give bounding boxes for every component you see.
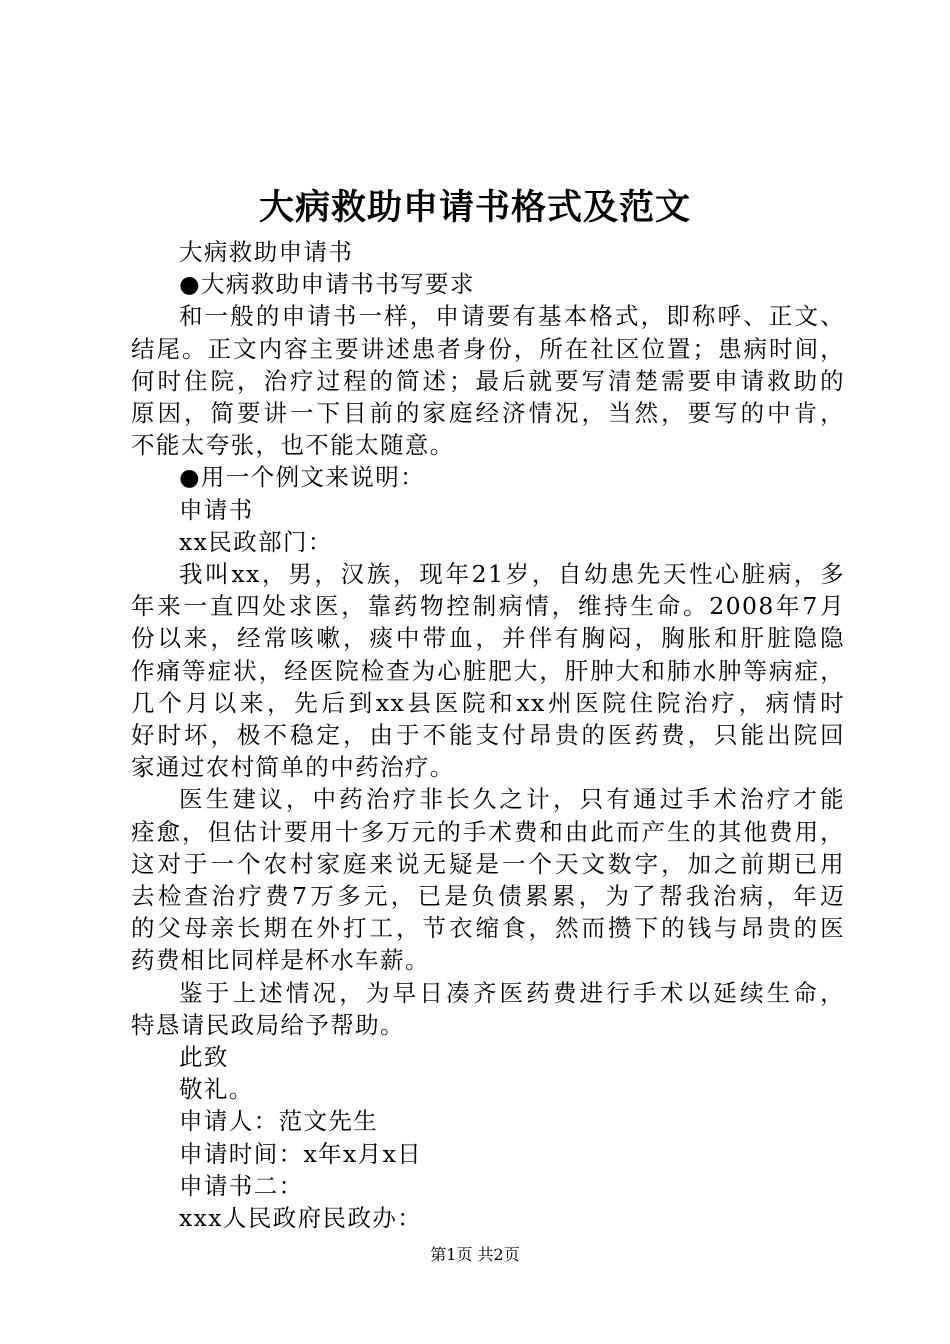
text-line: 何时住院，治疗过程的简述；最后就要写清楚需要申请救助的: [131, 366, 845, 395]
text-line: ●用一个例文来说明：: [179, 463, 426, 492]
text-line: 敬礼。: [179, 1075, 254, 1104]
text-line: 申请书: [179, 495, 254, 524]
document-body: [131, 236, 845, 1234]
text-line: 不能太夸张，也不能太随意。: [131, 431, 455, 460]
text-line: 此致: [179, 1043, 229, 1072]
text-line: 医生建议，中药治疗非长久之计，只有通过手术治疗才能: [179, 785, 845, 814]
page-footer: 第1页 共2页: [430, 1245, 520, 1264]
page-title: 大病救助申请书格式及范文: [258, 187, 691, 228]
text-line: ●大病救助申请书书写要求: [179, 270, 475, 299]
text-line: 申请时间：x年x月x日: [179, 1139, 423, 1168]
text-line: 去检查治疗费7万多元，已是负债累累，为了帮我治病，年迈: [131, 882, 845, 911]
text-line: 结尾。正文内容主要讲述患者身份，所在社区位置；患病时间，: [131, 334, 845, 363]
text-line: 特恳请民政局给予帮助。: [131, 1010, 405, 1039]
text-line: 的父母亲长期在外打工，节衣缩食，然而攒下的钱与昂贵的医: [131, 914, 845, 943]
text-line: 原因，简要讲一下目前的家庭经济情况，当然，要写的中肯，: [131, 399, 845, 428]
text-line: 年来一直四处求医，靠药物控制病情，维持生命。2008年7月: [131, 592, 845, 621]
text-line: 家通过农村简单的中药治疗。: [131, 753, 455, 782]
text-line: 作痛等症状，经医院检查为心脏肥大，肝肿大和肺水肿等病症，: [131, 656, 845, 685]
text-line: 大病救助申请书: [179, 238, 354, 266]
text-line: 申请书二：: [179, 1171, 304, 1200]
text-line: xx民政部门：: [179, 527, 333, 556]
text-line: xxx人民政府民政办：: [179, 1204, 423, 1233]
text-line: 痊愈，但估计要用十多万元的手术费和由此而产生的其他费用，: [131, 817, 845, 846]
text-line: 好时坏，极不稳定，由于不能支付昂贵的医药费，只能出院回: [131, 721, 845, 750]
text-line: 份以来，经常咳嗽，痰中带血，并伴有胸闷，胸胀和肝脏隐隐: [131, 624, 845, 653]
text-line: 鉴于上述情况，为早日凑齐医药费进行手术以延续生命，: [179, 978, 845, 1007]
text-line: 申请人：范文先生: [179, 1107, 379, 1136]
text-line: 我叫xx，男，汉族，现年21岁，自幼患先天性心脏病，多: [179, 560, 845, 589]
text-line: 和一般的申请书一样，申请要有基本格式，即称呼、正文、: [179, 302, 845, 331]
text-line: 这对于一个农村家庭来说无疑是一个天文数字，加之前期已用: [131, 849, 845, 878]
text-line: 几个月以来，先后到xx县医院和xx州医院住院治疗，病情时: [131, 688, 845, 717]
text-line: 药费相比同样是杯水车薪。: [131, 946, 430, 975]
